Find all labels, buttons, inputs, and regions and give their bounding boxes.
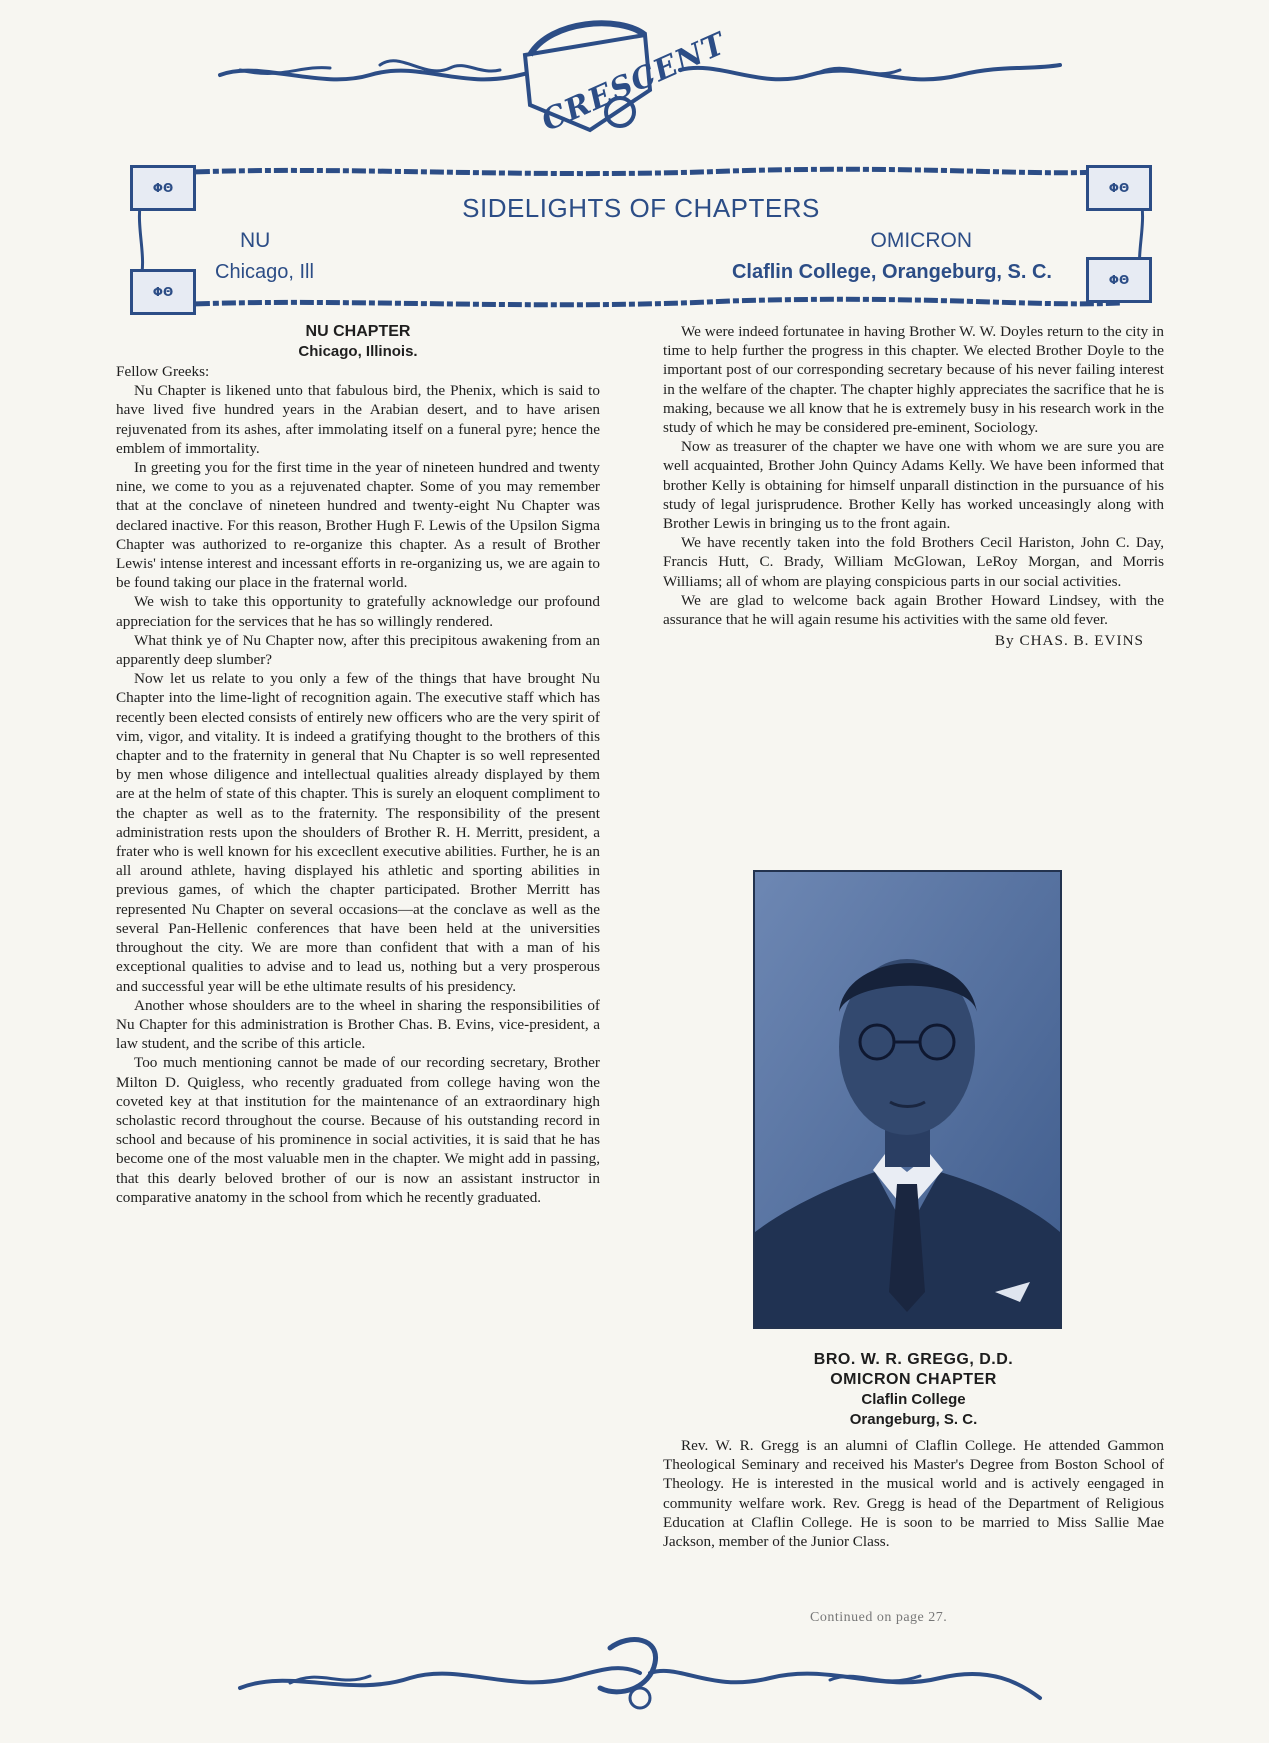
- paragraph: We have recently taken into the fold Brothers Cecil Hariston, John C. Day, Francis Hutt, C. Brady, William McGlowan, LeRoy Morgan, and Morris Williams; all of whom are playing conspicious parts in our social activities.: [663, 534, 1164, 590]
- continued-note: Continued on page 27.: [810, 1610, 948, 1625]
- badge-icon-bottom-right: ΦΘ: [1086, 257, 1152, 303]
- paragraph: We were indeed fortunatee in having Brother W. W. Doyles return to the city in time to help further the progress in this chapter. We elected Brother Doyle to the important post of our corresponding secretary because of his never failing interest in the welfare of the chapter. The chapter highly appreciates the sacrifice that he is making, because we all know that he is extremely busy in his research work in the study of which he may be considered pre-eminent, Sociology.: [663, 323, 1164, 437]
- left-chapter-location: Chicago, Ill: [215, 261, 314, 283]
- bio-paragraph: Rev. W. R. Gregg is an alumni of Claflin College. He attended Gammon Theological Seminary and received his Master's Degree from Boston School of Theology. He is interested in the musical world and is actively eengaged in community welfare work. Rev. Gregg is head of the Department of Religious Education at Claflin College. He is soon to be married to Miss Sallie Mae Jackson, member of the Junior Class.: [663, 1437, 1164, 1551]
- salutation: Fellow Greeks:: [116, 363, 210, 380]
- right-chapter-name: OMICRON: [870, 229, 972, 252]
- badge-icon-top-right: ΦΘ: [1086, 165, 1152, 211]
- banner-title: SIDELIGHTS OF CHAPTERS: [462, 193, 820, 223]
- caption-place: Orangeburg, S. C.: [849, 1411, 978, 1428]
- footer-ornament-icon: [230, 1628, 1050, 1718]
- paragraph: What think ye of Nu Chapter now, after this precipitous awakening from an apparently deep slumber?: [116, 631, 600, 669]
- footer-scroll-ornament: [230, 1628, 1050, 1718]
- portrait-image: [755, 872, 1060, 1327]
- nu-chapter-heading: NU CHAPTER: [305, 323, 411, 340]
- left-column: [116, 322, 600, 1207]
- crescent-masthead: [200, 20, 1080, 150]
- gregg-bio: [663, 1436, 1164, 1551]
- paragraph: Nu Chapter is likened unto that fabulous bird, the Phenix, which is said to have lived five hundred years in the Arabian desert, and to have arisen rejuvenated from its ashes, after immolating itself on a funeral pyre; hence the emblem of immortality.: [116, 382, 600, 457]
- paragraph: Another whose shoulders are to the wheel in sharing the responsibilities of Nu Chapter for this administration is Brother Chas. B. Evins, vice-president, a law student, and the scribe of this article.: [116, 996, 600, 1053]
- badge-icon-top-left: ΦΘ: [130, 165, 196, 211]
- nu-chapter-subheading: Chicago, Illinois.: [298, 343, 418, 360]
- badge-icon-bottom-left: ΦΘ: [130, 269, 196, 315]
- paragraph: Now let us relate to you only a few of the things that have brought Nu Chapter into the lime-light of recognition again. The executive staff which has recently been elected consists of entirely new officers who are the very spirit of vim, vigor, and vitality. It is indeed a gratifying thought to the brothers of this chapter and to the fraternity in general that Nu Chapter is so well represented by men whose diligence and intellectual qualities already displayed by them are at the helm of state of this chapter. This is surely an eloquent compliment to the chapter as well as to the fraternity. The responsibility of the present administration rests upon the shoulders of Brother R. H. Merritt, president, a frater who is well known for his excecllent executive abilities. Further, he is an all around athlete, having displayed his athletic and sporting abilities in previous games, of which the chapter participated. Brother Merritt has represented Nu Chapter on several occasions—at the conclave as well as the several Pan-Hellenic conferences that have been held at the universities throughout the city. We are more than confident that with a man of his exceptional qualities to advise and to lead us, nothing but a very prosperous and successful year will be ethe ultimate results of his presidency.: [116, 670, 600, 995]
- right-column: [663, 322, 1164, 650]
- paragraph: We wish to take this opportunity to gratefully acknowledge our profound appreciation for the services that he has so willingly rendered.: [116, 593, 600, 630]
- banner-frame: [130, 165, 1152, 313]
- byline: By CHAS. B. EVINS: [994, 632, 1144, 650]
- photo-caption: [663, 1350, 1164, 1430]
- caption-college: Claflin College: [861, 1391, 966, 1408]
- paragraph: In greeting you for the first time in the year of nineteen hundred and twenty nine, we come to you as a rejuvenated chapter. Some of you may remember that at the conclave of nineteen hundred and twenty-eight Nu Chapter was declared inactive. For this reason, Brother Hugh F. Lewis of the Upsilon Sigma Chapter was authorized to re-organize this chapter. As a result of Brother Lewis' intense interest and incessant efforts in re-organizing us, we are again to be found taking our place in the fraternal world.: [116, 459, 600, 592]
- paragraph: Too much mentioning cannot be made of our recording secretary, Brother Milton D. Quigless, who recently graduated from college having won the coveted key at that institution for the maintenance of an extraordinary high scholastic record throughout the course. Because of his outstanding record in school and because of his prominence in social activities, it is said that he has become one of the most valuable men in the chapter. We might add in passing, that this dearly beloved brother of our is now an assistant instructor in comparative anatomy in the school from which he recently graduated.: [116, 1054, 600, 1206]
- caption-name: BRO. W. R. GREGG, D.D.: [813, 1351, 1014, 1368]
- sidelights-banner: [130, 165, 1152, 313]
- caption-chapter: OMICRON CHAPTER: [830, 1371, 997, 1388]
- right-chapter-location: Claflin College, Orangeburg, S. C.: [731, 261, 1052, 283]
- paragraph: We are glad to welcome back again Brother Howard Lindsey, with the assurance that he will again resume his activities with the same old fever.: [663, 591, 1164, 629]
- paragraph: Now as treasurer of the chapter we have one with whom we are sure you are well acquainted, Brother John Quincy Adams Kelly. We have been informed that brother Kelly is obtaining for himself unparall distinction in the pursuance of his study of legal jurisprudence. Brother Kelly has worked unceasingly along with Brother Lewis in bringing us to the front again.: [663, 438, 1164, 533]
- crescent-logo-text: CRESCENT: [536, 26, 732, 139]
- portrait-photo: [753, 870, 1062, 1329]
- left-chapter-name: NU: [240, 229, 271, 252]
